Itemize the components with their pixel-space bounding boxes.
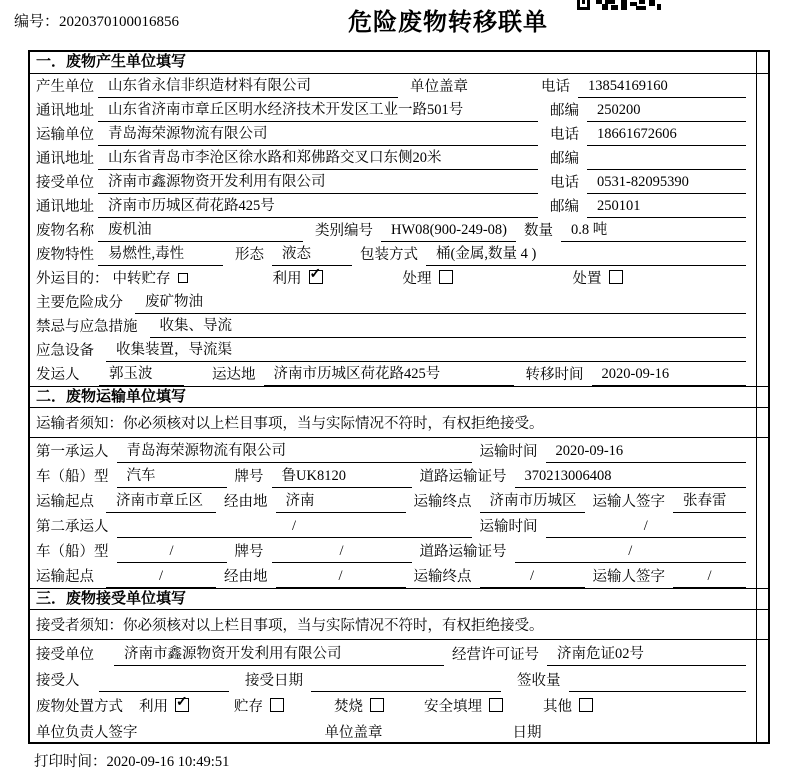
row-vehicle-2 bbox=[30, 538, 768, 563]
vehicle-type-label: 车（船）型 bbox=[36, 544, 109, 560]
phone-label: 电话 bbox=[550, 127, 579, 143]
checkbox bbox=[370, 698, 384, 712]
transfer-purpose-label: 外运目的： bbox=[36, 271, 109, 287]
checkbox-label: 其他 bbox=[543, 699, 572, 715]
print-time-value: 2020-09-16 10:49:51 bbox=[106, 754, 230, 768]
checkbox-label: 处置 bbox=[572, 271, 602, 287]
transfer-time-value: 2020-09-16 bbox=[592, 366, 747, 386]
route-end-value: 济南市历城区 bbox=[480, 489, 585, 513]
second-carrier-value: / bbox=[117, 518, 472, 538]
physical-form-label: 形态 bbox=[235, 247, 264, 263]
vehicle-type-label: 车（船）型 bbox=[36, 469, 109, 485]
route-end-value: / bbox=[480, 568, 585, 588]
business-permit-label: 经营许可证号 bbox=[452, 647, 539, 663]
emergency-equipment-value: 收集装置，导流渠 bbox=[106, 338, 746, 362]
receiver-notice: 接受者须知：你必须核对以上栏目事项，当与实际情况不符时，有权拒绝接受。 bbox=[30, 610, 768, 640]
row-receiving-unit bbox=[30, 640, 768, 666]
first-carrier-value: 青岛海荣源物流有限公司 bbox=[117, 439, 472, 463]
disposal-option-store bbox=[234, 695, 284, 718]
plate-number-value: / bbox=[272, 543, 412, 563]
print-time bbox=[34, 750, 229, 768]
route-end-label: 运输终点 bbox=[413, 569, 472, 585]
row-responsible-signature bbox=[30, 718, 768, 744]
taboo-measures-value: 收集、导流 bbox=[150, 314, 747, 338]
dispatcher-value: 郭玉波 bbox=[99, 362, 184, 386]
purpose-option-utilize bbox=[273, 267, 323, 290]
carrier-signature-label: 运输人签字 bbox=[592, 569, 665, 585]
phone-label: 电话 bbox=[550, 175, 579, 191]
emergency-equipment-label: 应急设备 bbox=[36, 343, 94, 359]
produce-unit-value: 山东省永信非织造材料有限公司 bbox=[98, 74, 398, 98]
row-dispatcher bbox=[30, 362, 768, 386]
checkbox bbox=[489, 698, 503, 712]
transport-address-value: 山东省青岛市李沧区徐水路和郑佛路交叉口东侧20米 bbox=[98, 146, 538, 170]
route-via-label: 经由地 bbox=[224, 494, 268, 510]
page-title: 危险废物转移联单 bbox=[348, 10, 548, 36]
row-receive-unit bbox=[30, 170, 768, 194]
transport-unit-value: 青岛海荣源物流有限公司 bbox=[98, 122, 538, 146]
row-route-2 bbox=[30, 563, 768, 588]
date-label: 日期 bbox=[512, 725, 542, 741]
purpose-option-dispose bbox=[573, 267, 623, 290]
row-receiver-person bbox=[30, 666, 768, 692]
checkbox-label: 贮存 bbox=[234, 699, 263, 715]
road-permit-label: 道路运输证号 bbox=[419, 544, 507, 560]
section-transporter bbox=[30, 386, 768, 588]
row-transport-address bbox=[30, 146, 768, 170]
section-producer-heading: 一．废物产生单位填写 bbox=[30, 52, 768, 74]
receiver-person-label: 接受人 bbox=[36, 673, 80, 689]
row-emergency-equipment bbox=[30, 338, 768, 362]
checkbox-label: 利用 bbox=[139, 699, 168, 715]
route-start-value: / bbox=[106, 568, 216, 588]
phone-value: 0531-82095390 bbox=[587, 174, 746, 194]
purpose-option-storage bbox=[113, 267, 188, 290]
quantity-label: 数量 bbox=[524, 223, 553, 239]
waste-character-value: 易燃性,毒性 bbox=[98, 242, 223, 266]
carrier-signature-value: / bbox=[673, 568, 746, 588]
transporter-notice: 运输者须知：你必须核对以上栏目事项，当与实际情况不符时，有权拒绝接受。 bbox=[30, 408, 768, 438]
route-via-value: 济南 bbox=[276, 489, 406, 513]
physical-form-value: 液态 bbox=[272, 242, 352, 266]
disposal-option-other bbox=[543, 695, 593, 718]
row-hazard-component bbox=[30, 290, 768, 314]
category-code-label: 类别编号 bbox=[315, 223, 373, 239]
responsible-signature-value bbox=[194, 741, 309, 744]
transfer-time-label: 转移时间 bbox=[525, 367, 584, 383]
receiver-person-value bbox=[99, 689, 229, 692]
route-start-label: 运输起点 bbox=[36, 569, 94, 585]
packing-label: 包装方式 bbox=[360, 247, 418, 263]
waste-character-label: 废物特性 bbox=[36, 247, 94, 263]
produce-unit-label: 产生单位 bbox=[36, 79, 94, 95]
checkbox-label: 处理 bbox=[402, 271, 432, 287]
zip-label: 邮编 bbox=[550, 151, 579, 167]
disposal-option-incinerate bbox=[334, 695, 384, 718]
date-value bbox=[550, 741, 747, 744]
road-permit-label: 道路运输证号 bbox=[419, 469, 507, 485]
receive-unit-label: 接受单位 bbox=[36, 175, 94, 191]
row-first-carrier bbox=[30, 438, 768, 463]
print-time-label: 打印时间： bbox=[34, 754, 107, 768]
plate-number-value: 鲁UK8120 bbox=[272, 464, 412, 488]
zip-label: 邮编 bbox=[550, 199, 579, 215]
receive-date-value bbox=[311, 689, 501, 692]
checkbox bbox=[579, 698, 593, 712]
phone-value: 13854169160 bbox=[578, 78, 746, 98]
produce-address-label: 通讯地址 bbox=[36, 103, 94, 119]
road-permit-value: 370213006408 bbox=[515, 468, 747, 488]
route-via-label: 经由地 bbox=[224, 569, 268, 585]
taboo-measures-label: 禁忌与应急措施 bbox=[36, 319, 138, 335]
row-waste-name bbox=[30, 218, 768, 242]
phone-label: 电话 bbox=[541, 79, 570, 95]
purpose-option-treat bbox=[403, 267, 453, 290]
section-receiver-heading: 三．废物接受单位填写 bbox=[30, 588, 768, 610]
zip-value: 250200 bbox=[587, 102, 746, 122]
row-vehicle-1 bbox=[30, 463, 768, 488]
receiving-unit-label: 接受单位 bbox=[36, 647, 94, 663]
serial-label: 编号： bbox=[14, 14, 60, 30]
transport-time-label: 运输时间 bbox=[479, 519, 538, 535]
first-carrier-label: 第一承运人 bbox=[36, 444, 109, 460]
row-taboo-measures bbox=[30, 314, 768, 338]
route-end-label: 运输终点 bbox=[413, 494, 472, 510]
second-carrier-label: 第二承运人 bbox=[36, 519, 109, 535]
unit-seal-label: 单位盖章 bbox=[410, 79, 468, 95]
quantity-value: 0.8 吨 bbox=[561, 218, 746, 242]
route-via-value: / bbox=[276, 568, 406, 588]
checkbox bbox=[439, 270, 453, 284]
disposal-option-landfill bbox=[424, 695, 503, 718]
packing-value: 桶(金属,数量 4 ) bbox=[426, 242, 746, 266]
dispatcher-label: 发运人 bbox=[36, 367, 80, 383]
transport-address-label: 通讯地址 bbox=[36, 151, 94, 167]
transfer-form-table bbox=[28, 50, 770, 744]
waste-name-label: 废物名称 bbox=[36, 223, 94, 239]
row-transfer-purpose bbox=[30, 266, 768, 290]
row-route-1 bbox=[30, 488, 768, 513]
waste-name-value: 废机油 bbox=[98, 218, 303, 242]
signed-quantity-label: 签收量 bbox=[517, 673, 561, 689]
route-start-value: 济南市章丘区 bbox=[106, 489, 216, 513]
serial-value: 2020370100016856 bbox=[59, 14, 180, 30]
signed-quantity-value bbox=[569, 689, 747, 692]
checkbox-label: 安全填埋 bbox=[424, 699, 482, 715]
qr-code-fragment bbox=[577, 0, 663, 11]
disposal-option-utilize bbox=[139, 695, 189, 718]
checkbox bbox=[270, 698, 284, 712]
plate-number-label: 牌号 bbox=[234, 469, 264, 485]
checkbox-label: 中转贮存 bbox=[112, 271, 171, 287]
receive-address-value: 济南市历城区荷花路425号 bbox=[98, 194, 538, 218]
receive-address-label: 通讯地址 bbox=[36, 199, 94, 215]
route-start-label: 运输起点 bbox=[36, 494, 94, 510]
checkbox bbox=[609, 270, 623, 284]
transport-time-value: 2020-09-16 bbox=[546, 443, 747, 463]
receive-date-label: 接受日期 bbox=[245, 673, 303, 689]
vehicle-type-value: 汽车 bbox=[117, 464, 227, 488]
destination-value: 济南市历城区荷花路425号 bbox=[264, 362, 514, 386]
checkbox bbox=[175, 698, 189, 712]
row-waste-character bbox=[30, 242, 768, 266]
business-permit-value: 济南危证02号 bbox=[547, 642, 746, 666]
checkbox bbox=[309, 270, 323, 284]
plate-number-label: 牌号 bbox=[234, 544, 264, 560]
checkbox-label: 焚烧 bbox=[334, 699, 363, 715]
checkbox-label: 利用 bbox=[272, 271, 302, 287]
hazard-component-value: 废矿物油 bbox=[135, 290, 746, 314]
carrier-signature-label: 运输人签字 bbox=[592, 494, 665, 510]
checkbox bbox=[178, 273, 188, 283]
row-receive-address bbox=[30, 194, 768, 218]
receiving-unit-value: 济南市鑫源物资开发利用有限公司 bbox=[114, 642, 444, 666]
section-producer bbox=[30, 52, 768, 386]
hazard-component-label: 主要危险成分 bbox=[36, 295, 123, 311]
destination-label: 运达地 bbox=[212, 367, 256, 383]
receive-unit-value: 济南市鑫源物资开发利用有限公司 bbox=[98, 170, 538, 194]
produce-address-value: 山东省济南市章丘区明水经济技术开发区工业一路501号 bbox=[98, 98, 538, 122]
zip-label: 邮编 bbox=[550, 103, 579, 119]
zip-value bbox=[587, 167, 746, 170]
category-code-value: HW08(900-249-08) bbox=[381, 222, 516, 242]
row-produce-unit bbox=[30, 74, 768, 98]
responsible-signature-label: 单位负责人签字 bbox=[36, 725, 138, 741]
vehicle-type-value: / bbox=[117, 543, 227, 563]
row-disposal-method bbox=[30, 692, 768, 718]
unit-seal-label: 单位盖章 bbox=[324, 725, 383, 741]
road-permit-value: / bbox=[515, 543, 747, 563]
row-second-carrier bbox=[30, 513, 768, 538]
phone-value: 18661672606 bbox=[587, 126, 746, 146]
transport-time-label: 运输时间 bbox=[479, 444, 538, 460]
row-transport-unit bbox=[30, 122, 768, 146]
transport-time-value: / bbox=[546, 518, 747, 538]
transport-unit-label: 运输单位 bbox=[36, 127, 94, 143]
disposal-method-label: 废物处置方式 bbox=[36, 699, 123, 715]
zip-value: 250101 bbox=[587, 198, 746, 218]
carrier-signature-value: 张春雷 bbox=[673, 489, 746, 513]
section-receiver bbox=[30, 588, 768, 744]
row-produce-address bbox=[30, 98, 768, 122]
section-transporter-heading: 二．废物运输单位填写 bbox=[30, 386, 768, 408]
